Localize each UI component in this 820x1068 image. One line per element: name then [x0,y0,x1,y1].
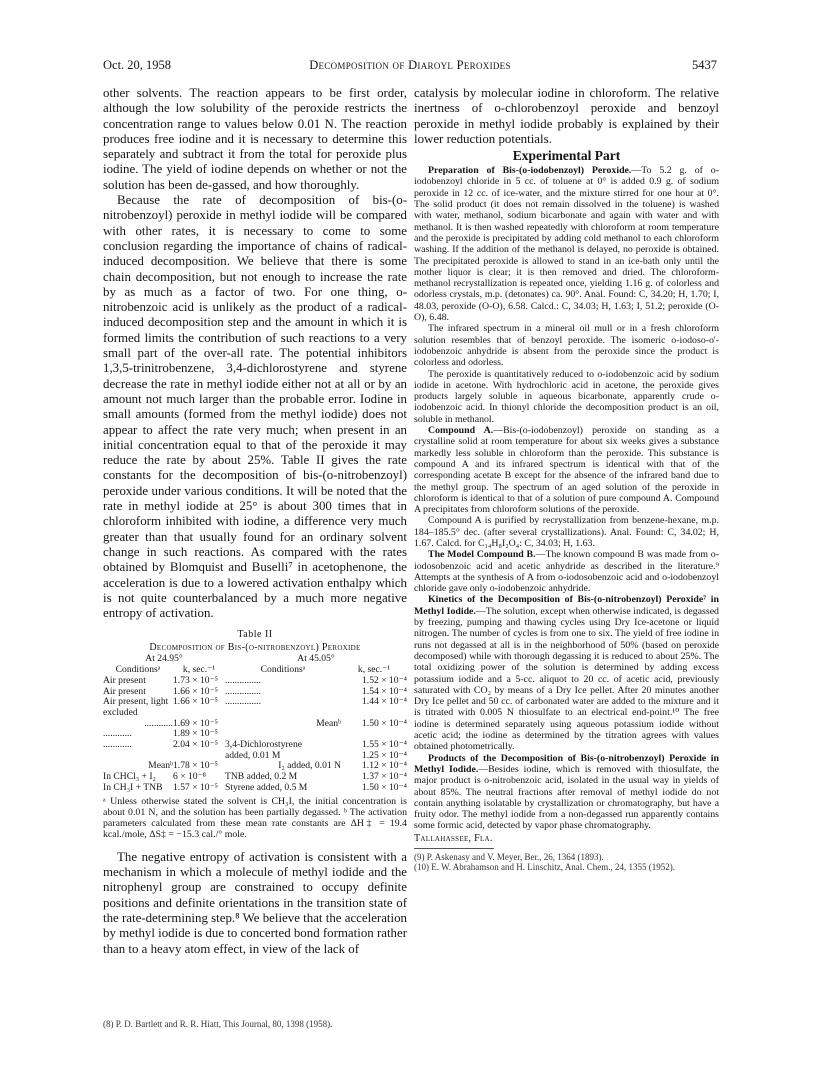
table-column-header: Conditionsᵃ [260,664,306,676]
table-group-header: At 45.05° [297,653,335,665]
paragraph [414,594,719,752]
footnote-10: (10) E. W. Abrahamson and H. Linschitz, Anal. Chem., 24, 1355 (1952). [414,861,675,872]
subsection-heading: Preparation of Bis-(o-iodobenzoyl) Peroxide. [428,165,632,177]
paragraph: other solvents. The reaction appears to be first order, although the low solubility of the peroxide restricts the concentration range to values below 0.01 N. The reaction produces free iodine and it is necessary to determine this separately and subtract it from the total for peroxide plus iodine. The yield of iodine depends on whether or not the solution has been de-gassed, and how thoroughly. [103,86,407,192]
running-header [103,58,717,74]
table-cell: 1.55 × 10⁻⁴ [362,739,407,751]
paragraph: The negative entropy of activation is consistent with a mechanism in which a molecule of methyl iodide and the nitrophenyl group are constrained to occupy definite positions and definite orientations in the transition state of the rate-determining step.⁸ We believe that the acceleration by methyl iodide is due to concerted bond formation rather than to a heavy atom effect, in view of the lack of [103,849,407,956]
footnote-divider [414,848,494,849]
table-row [103,697,407,708]
paragraph: Compound A is purified by recrystallization from benzene-hexane, m.p. 184–185.5° dec. (after several crystallizations). Anal. Found: C, 34.02; H, 1.67. Calcd. for C₁₄H₈I₂O₄: C, 34.03; H, 1.63. [414,515,719,549]
paragraph [414,549,719,594]
table-cell: 1.66 × 10⁻⁵ [173,685,218,697]
table-cell: In CH₃I + TNB [103,781,163,793]
table-row [103,676,407,687]
table-cell: ............ [103,728,132,740]
table-cell: 1.69 × 10⁻⁵ [173,717,218,729]
paragraph-text: —To 5.2 g. of o-iodobenzoyl chloride in 5 cc. of toluene at 0° is added 0.9 g. of sodium peroxide in 12 cc. of ice-water, and the mixture stirred for one hour at 0°. The solid product (it does not remain dissolved in the toluene) is washed with water, methanol, sodium bicarbonate and again with water and with methanol. It is then washed repeatedly with chloroform at room temperature and the peroxide is precipitated by adding cold methanol to each chloroform washing. If the addition of the methanol is delayed, no peroxide is obtained. The precipitated peroxide is allowed to stand in an ice-bath only until the mother liquor is clear; it is then removed and dried. The chloroform-methanol recrystallization is repeated once, yielding 1.16 g. of colorless and odorless crystals, m.p. (detonates) ca. 90°. Anal. Found: C, 34.20; H, 1.70; I, 48.03, peroxide (O-O), 6.58. Calcd.: C, 34.03; H, 1.63; I, 51.2; peroxide (O-O), 6.48. [414,165,719,324]
table-cell: Meanᵇ [316,717,341,729]
table-cell [225,708,341,719]
paragraph [414,753,719,832]
table-ii [103,629,407,840]
table-cell: 1.50 × 10⁻⁴ [362,717,407,729]
table-cell: 1.37 × 10⁻⁴ [362,771,407,783]
table-cell: TNB added, 0.2 M [225,771,298,783]
table-column-header: Conditionsᵃ [115,664,161,676]
table-cell: Air present [103,674,146,686]
table-row [103,783,407,794]
location-line: Tallahassee, Fla. [414,832,493,844]
table-cell: 3,4-Dichlorostyrene [225,739,302,751]
paragraph-text: —Besides iodine, which is removed with thiosulfate, the major product is o-nitrobenzoic acid, isolated in the usual way in yields of about 85%. The neutral fractions after removal of methyl iodide do not contain anything isolatable by crystallization or chromatography, but have a fruity odor. The methyl iodide from a non-degassed run apparently contains some formic acid, detected by vapor phase chromatography. [414,763,719,832]
table-cell: 1.57 × 10⁻⁵ [173,781,218,793]
paragraph-text: —The solution, except when otherwise indicated, is degassed by freezing, pumping and thawing cycles using Dry Ice-acetone or liquid nitrogen. The number of cycles is from one to six. The yield of free iodine in runs not degassed at all is in the neighborhood of 50% (based on peroxide decomposed) while with thorough degassing it is reduced to about 25%. The total oxidizing power of the solution is determined by adding excess potassium iodide and a 5-cc. aliquot to 20 cc. of acetic acid, previously saturated with CO₂ by means of a Dry Ice pellet. After 20 minutes another Dry Ice pellet and 50 cc. of carbonated water are added to the mixture and it is titrated with 0.005 N thiosulfate to an electrical end-point.¹⁰ The free iodine is determined separately using aqueous potassium iodide without acetic acid; the iodine as determined by the titration agrees with values obtained photometrically. [414,605,719,753]
subsection-heading: Compound A. [428,425,494,437]
table-caption: Table II [237,629,273,641]
paragraph-text: —Bis-(o-iodobenzoyl) peroxide on standing as a crystalline solid at room temperature for about six weeks gives a substance markedly less soluble in chloroform than the peroxide. This substance is compound A and its infrared spectrum is identical with that of the corresponding acetate B except for the absence of the infrared band due to the methyl group. The spectrum of an aged solution of the peroxide in chloroform is identical to that of a solution of pure compound A. Compound A precipitates from chloroform solutions of the peroxide. [414,425,719,516]
paragraph: The peroxide is quantitatively reduced to o-iodobenzoic acid by sodium iodide in acetone. With hydrochloric acid in acetone, the peroxide gives products largely soluble in aqueous bicarbonate, apparently crude o-iodobenzoic acid. In thionyl chloride the decomposition product is an oil, soluble in methanol. [414,368,719,425]
table-footnote: ᵃ Unless otherwise stated the solvent is CH₃I, the initial concentration is about 0.01 N, and the solution has been partially degassed. ᵇ The activation parameters calculated from these mean rate constants are ΔH‡ = 19.4 kcal./mole, ΔS‡ = −15.3 cal./° mole. [103,795,407,841]
rate-constants-table [103,654,407,793]
table-cell: In CHCl₃ + I₂ [103,771,156,783]
table-title: Decomposition of Bis-(o-nitrobenzoyl) Peroxide [149,642,361,654]
page-number: 5437 [692,58,717,72]
table-cell: ............... [225,685,261,697]
table-column-header: k, sec.⁻¹ [357,664,391,676]
table-cell [341,708,407,719]
subsection-heading: Kinetics of the Decomposition of Bis-(o-nitrobenzoyl) Peroxide⁷ in Methyl Iodide. [414,594,719,617]
table-column-header: k, sec.⁻¹ [182,664,216,676]
table-cell [173,708,225,719]
table-row [103,719,407,730]
left-column [103,86,407,957]
paragraph: The infrared spectrum in a mineral oil mull or in a fresh chloroform solution resembles that of benzoyl peroxide. The isomeric o-iodoso-o'-iodobenzoic anhydride is absent from the peroxide since the product is colorless and odorless. [414,323,719,369]
table-cell: 1.12 × 10⁻⁴ [362,760,407,772]
table-cell: 1.44 × 10⁻⁴ [362,696,407,708]
table-cell: Air present [103,685,146,697]
table-cell: 1.50 × 10⁻⁴ [362,781,407,793]
table-cell: I₂ added, 0.01 N [278,760,341,772]
footnote-9: (9) P. Askenasy and V. Meyer, Ber., 26, 1364 (1893). [414,851,604,862]
paragraph [414,425,719,515]
table-cell: Styrene added, 0.5 M [225,781,308,793]
table-cell: Air present, light [103,696,169,708]
table-cell: 1.89 × 10⁻⁵ [173,728,218,740]
table-cell: ............ [144,717,173,729]
table-cell: 1.54 × 10⁻⁴ [362,685,407,697]
paragraph [414,165,719,323]
table-cell: 1.66 × 10⁻⁵ [173,696,218,708]
table-group-header: At 24.95° [145,653,183,665]
table-cell: excluded [103,706,138,718]
table-cell: 1.73 × 10⁻⁵ [173,674,218,686]
paragraph: catalysis by molecular iodine in chloroform. The relative inertness of o-chlorobenzoyl peroxide and benzoyl peroxide in methyl iodide probably is explained by their lower reduction potentials. [414,86,719,146]
header-title: Decomposition of Diaroyl Peroxides [309,58,511,72]
header-date: Oct. 20, 1958 [103,58,172,72]
subsection-heading: The Model Compound B. [428,549,536,561]
section-heading: Experimental Part [512,148,621,164]
table-cell: added, 0.01 M [225,749,281,761]
table-cell: 1.78 × 10⁻⁵ [173,760,218,772]
table-cell: ............... [225,696,261,708]
table-row [103,708,407,719]
right-column [414,86,719,872]
subsection-heading: Products of the Decomposition of Bis-(o-nitrobenzoyl) Peroxide in Methyl Iodide. [414,752,719,775]
paragraph-text: —The known compound B was made from o-iodosobenzoic acid and acetic anhydride as described in the literature.⁹ Attempts at the synthesis of A from o-iodosobenzoic acid and o-iodobenzoyl chloride gave only o-iodobenzoic anhydride. [414,549,719,595]
table-cell: 6 × 10⁻⁸ [173,771,207,783]
footnote-8: (8) P. D. Bartlett and R. R. Hiatt, This Journal, 80, 1398 (1958). [103,1019,333,1029]
table-cell: 1.25 × 10⁻⁴ [362,749,407,761]
table-cell: 1.52 × 10⁻⁴ [362,674,407,686]
paragraph: Because the rate of decomposition of bis-(o-nitrobenzoyl) peroxide in methyl iodide will be compared with other rates, it is necessary to come to some conclusion regarding the importance of chains of radical-induced decomposition. We believe that there is some chain decomposition, but not enough to increase the rate by as much as a factor of two. For one thing, o-nitrobenzoic acid is unlikely as the product of a radical-induced decomposition step and the amount in which it is formed limits the contribution of such reactions to a very small part of the over-all rate. The potential inhibitors 1,3,5-trinitrobenzene, 3,4-dichlorostyrene and styrene decrease the rate in methyl iodide either not at all or by an amount not much larger than the probable error. Iodine in small amounts (formed from the methyl iodide) does not appear to affect the rate very much; when present in an initial concentration equal to that of the peroxide it may reduce the rate by about 25%. Table II gives the rate constants for the decomposition of bis-(o-nitrobenzoyl) peroxide under various conditions. It will be noted that the rate in methyl iodide at 25° is about 300 times that in chloroform inhibited with iodine, a difference very much greater than that usually found for an ordinary solvent change in such reactions. As compared with the rates obtained by Blomquist and Buselli⁷ in acetophenone, the acceleration is due to a lowered activation enthalpy which is not quite counterbalanced by a much more negative entropy of activation. [103,193,407,621]
table-cell: Meanᵇ [148,760,173,772]
table-cell: 2.04 × 10⁻⁵ [173,739,218,751]
table-cell: ............ [103,739,132,751]
table-cell: ............... [225,674,261,686]
